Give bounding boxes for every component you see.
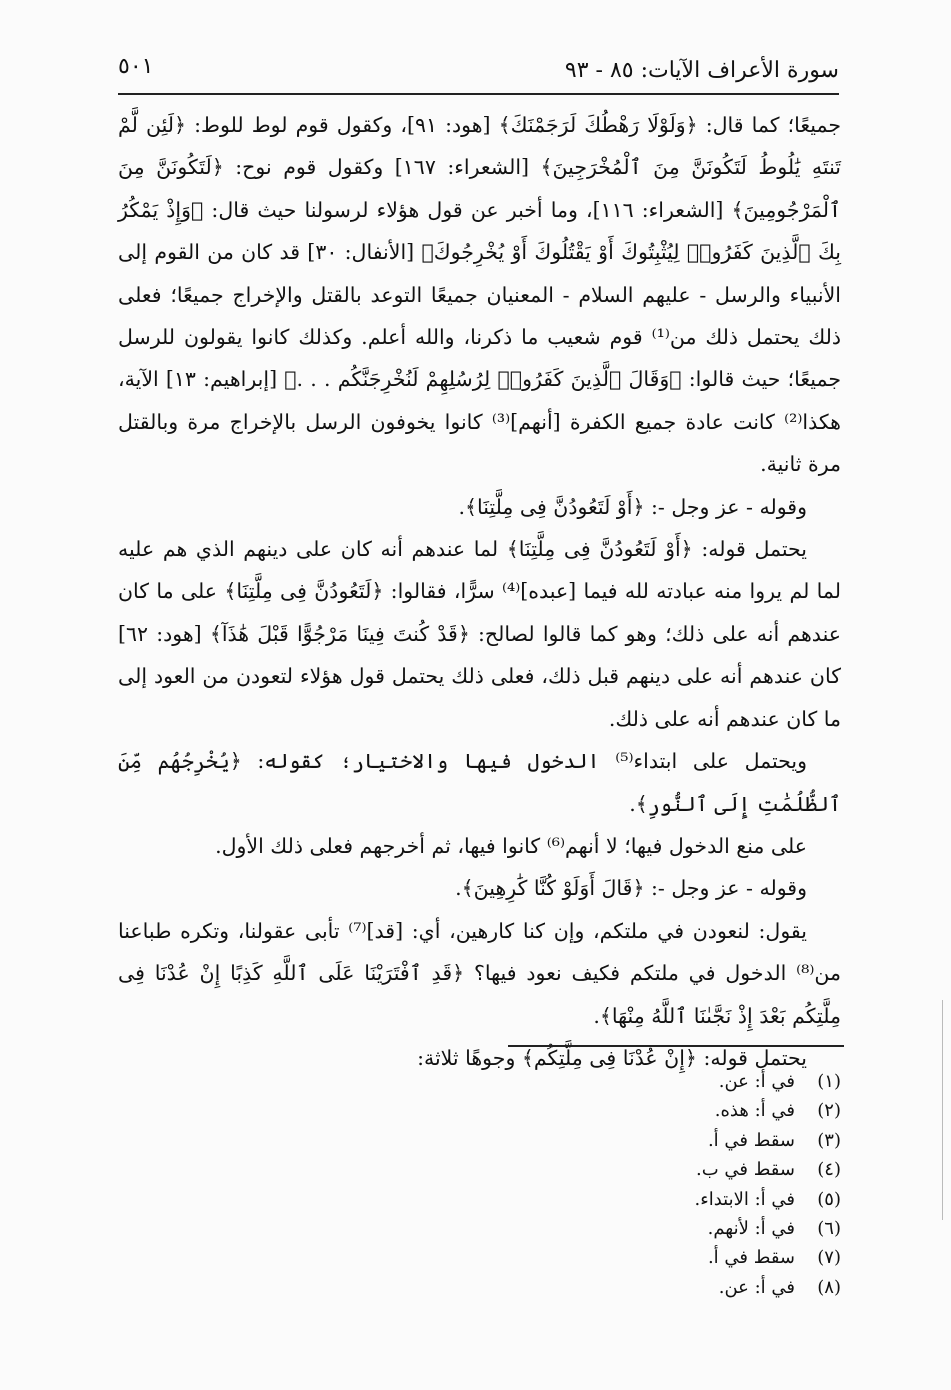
footnote-text: في أ: هذه.	[714, 1100, 795, 1122]
footnote-text: سقط في أ.	[707, 1247, 795, 1269]
page-header	[118, 52, 839, 92]
footnote-number: (٦)	[817, 1218, 841, 1240]
footnote-text: سقط في أ.	[707, 1129, 795, 1151]
footnote	[521, 1214, 841, 1243]
paragraph: وقوله - عز وجل -: ﴿أَوْ لَتَعُودُنَّ فِى مِلَّتِنَا﴾.	[458, 494, 807, 519]
footnote-text: في أ: عن.	[718, 1276, 795, 1298]
footnote-text: في أ: لأنهم.	[707, 1218, 795, 1240]
footnote-number: (١)	[817, 1071, 841, 1092]
header-rule	[118, 93, 839, 95]
page-number: ٥٠١	[118, 54, 154, 79]
scan-edge-line	[942, 1000, 943, 1220]
footnote	[521, 1185, 841, 1214]
footnote	[521, 1096, 841, 1125]
paragraph: جميعًا؛ كما قال: ﴿وَلَوْلَا رَهْطُكَ لَرَجَمْنَكَ﴾ [هود: ٩١]، وكقول قوم لوط للوط: ﴿لَئِن لَّمْ تَنتَهِ يَٰلُوطُ لَتَكُونَنَّ مِنَ ٱلْمُخْرَجِينَ﴾ [الشعراء: ١٦٧] وكقول قوم نوح: ﴿لَتَكُونَنَّ مِنَ ٱلْمَرْجُومِينَ﴾ [الشعراء: ١١٦]، وما أخبر عن قول هؤلاء لرسولنا حيث قال: ﴿وَإِذْ يَمْكُرُ بِكَ ٱلَّذِينَ كَفَرُوا۟ لِيُثْبِتُوكَ أَوْ يَقْتُلُوكَ أَوْ يُخْرِجُوكَ﴾ [الأنفال: ٣٠] قد كان من القوم إلى الأنبياء والرسل - عليهم السلام - المعنيان جميعًا التوعد بالقتل والإخراج جميعًا؛ فعلى ذلك يحتمل ذلك من⁽¹⁾ قوم شعيب ما ذكرنا، والله أعلم. وكذلك كانوا يقولون للرسل جميعًا؛ حيث قالوا: ﴿وَقَالَ ٱلَّذِينَ كَفَرُوا۟ لِرُسُلِهِمْ لَنُخْرِجَنَّكُم . . .﴾ [إبراهيم: ١٣] الآية، هكذا⁽²⁾ كانت عادة جميع الكفرة [أنهم]⁽³⁾ كانوا يخوفون الرسل بالإخراج مرة وبالقتل مرة ثانية.	[118, 113, 841, 477]
footnote	[521, 1155, 841, 1184]
paragraph: ويحتمل على ابتداء⁽⁵⁾ الدخول فيها والاختيار؛ كقوله: ﴿يُخْرِجُهُم مِّنَ ٱلظُّلُمَٰتِ إِلَى ٱلنُّورِ﴾.	[118, 749, 841, 816]
footnote-number: (٣)	[817, 1129, 841, 1151]
paragraph: وقوله - عز وجل -: ﴿قَالَ أَوَلَوْ كُنَّا كَٰرِهِينَ﴾.	[455, 876, 807, 901]
paragraph: على منع الدخول فيها؛ لا أنهم⁽⁶⁾ كانوا فيها، ثم أخرجهم فعلى ذلك الأول.	[215, 833, 807, 858]
running-title: سورة الأعراف الآيات: ٨٥ - ٩٣	[564, 58, 839, 83]
footnote-text: سقط في ب.	[696, 1159, 795, 1181]
paragraph: يحتمل قوله: ﴿إِنْ عُدْنَا فِى مِلَّتِكُم﴾ وجوهًا ثلاثة:	[417, 1045, 807, 1070]
main-text	[118, 104, 841, 1079]
footnote	[521, 1273, 841, 1302]
paragraph: يقول: لنعودن في ملتكم، وإن كنا كارهين، أي: [قد]⁽⁷⁾ تأبى عقولنا، وتكره طباعنا من⁽⁸⁾ الدخول في ملتكم فكيف نعود فيها؟ ﴿قَدِ ٱفْتَرَيْنَا عَلَى ٱللَّهِ كَذِبًا إِنْ عُدْنَا فِى مِلَّتِكُم بَعْدَ إِذْ نَجَّىٰنَا ٱللَّهُ مِنْهَا﴾.	[118, 918, 841, 1028]
footnotes	[521, 1067, 841, 1302]
footnote-number: (٤)	[817, 1159, 841, 1181]
footnote	[521, 1067, 841, 1096]
paragraph: يحتمل قوله: ﴿أَوْ لَتَعُودُنَّ فِى مِلَّتِنَا﴾ لما عندهم أنه كان على دينهم الذي هم عليه لما لم يروا منه عبادته لله فيما [عبده]⁽⁴⁾ سرًّا، فقالوا: ﴿لَتَعُودُنَّ فِى مِلَّتِنَا﴾ على ما كان عندهم أنه على ذلك؛ وهو كما قالوا لصالح: ﴿قَدْ كُنتَ فِينَا مَرْجُوًّا قَبْلَ هَٰذَآ﴾ [هود: ٦٢] كان عندهم أنه على دينهم قبل ذلك، فعلى ذلك يحتمل قول هؤلاء لتعودن من العود إلى ما كان عندهم أنه على ذلك.	[118, 537, 841, 731]
footnote-number: (٧)	[817, 1247, 841, 1269]
footnote-number: (٢)	[817, 1100, 841, 1122]
footnote-number: (٥)	[817, 1188, 841, 1210]
footnote	[521, 1243, 841, 1272]
footnote-number: (٨)	[817, 1276, 841, 1298]
footnote-rule	[508, 1045, 844, 1047]
footnote-text: في أ: عن.	[718, 1071, 795, 1092]
footnote	[521, 1126, 841, 1155]
footnote-text: في أ: الابتداء.	[694, 1188, 795, 1210]
